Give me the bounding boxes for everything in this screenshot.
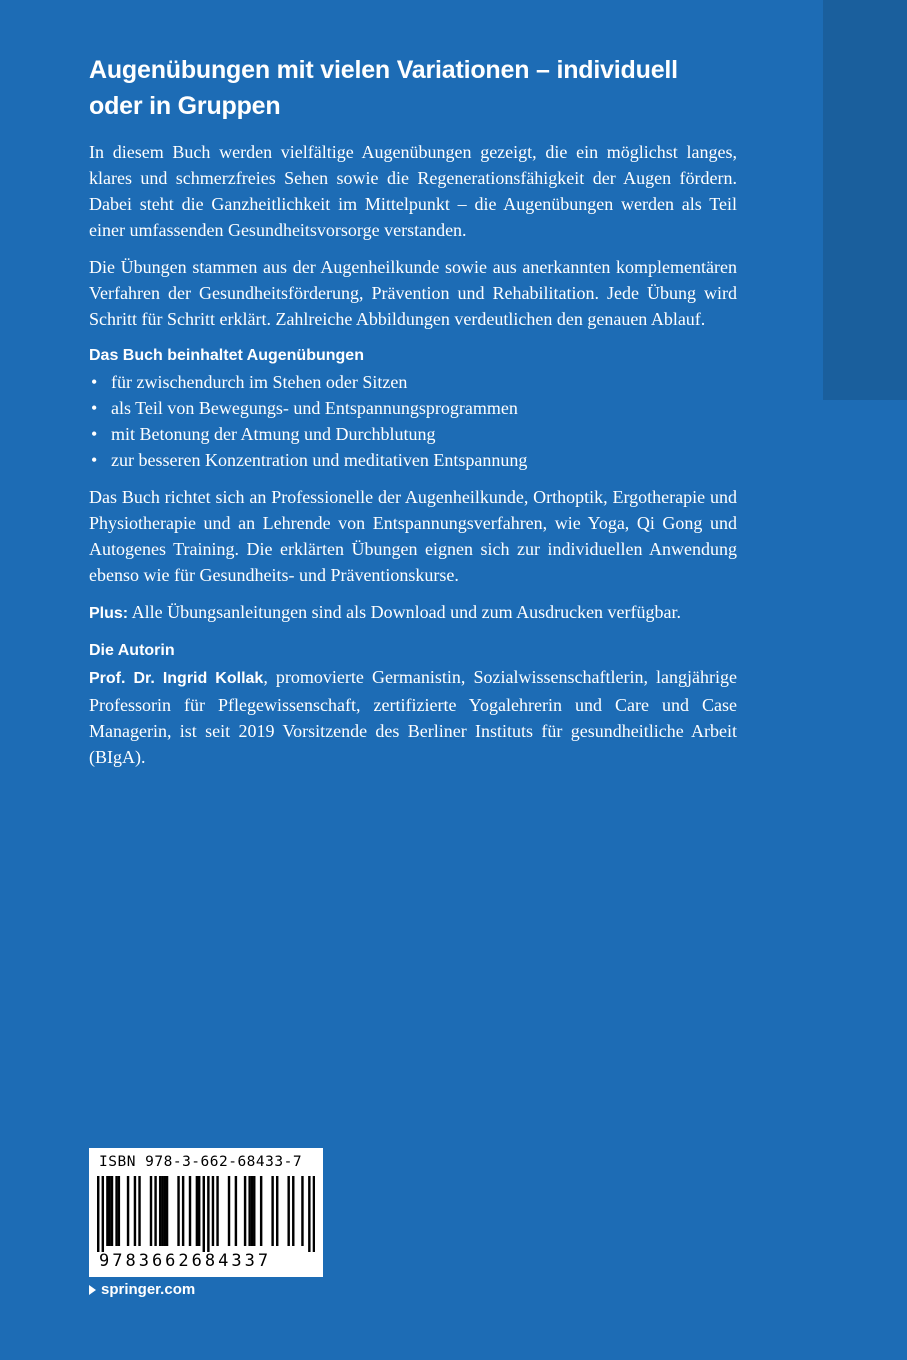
barcode-bar xyxy=(154,1176,156,1246)
audience-paragraph: Das Buch richtet sich an Professionelle der Augenheilkunde, Orthoptik, Ergotherapie und Physiotherapie und an Lehrende von Entspannungsverfahren, wie Yoga, Qi Gong und Autogenes Training. Die erklärten Übungen eignen sich zur individuellen Anwendung ebenso wie für Gesundheits- und Präventionskurse. xyxy=(89,487,737,585)
barcode-bar xyxy=(216,1176,218,1246)
contents-title: Das Buch beinhaltet Augenübungen xyxy=(89,347,364,364)
bullet-icon: • xyxy=(91,372,98,392)
barcode-bar xyxy=(196,1176,198,1246)
isbn-label: ISBN 978-3-662-68433-7 xyxy=(99,1154,303,1170)
barcode-bar xyxy=(248,1176,250,1246)
barcode-bar xyxy=(106,1176,108,1246)
barcode-bar xyxy=(276,1176,278,1246)
barcode-bar xyxy=(108,1176,110,1246)
barcode-bar xyxy=(138,1176,140,1246)
contents-list xyxy=(89,369,737,473)
bullet-icon: • xyxy=(91,450,98,470)
spine-band xyxy=(823,0,907,400)
barcode-bar xyxy=(212,1176,214,1246)
list-item: • mit Betonung der Atmung und Durchblutung xyxy=(89,421,737,447)
methods-paragraph: Die Übungen stammen aus der Augenheilkunde sowie aus anerkannten komplementären Verfahren der Gesundheitsförderung, Prävention und Rehabilitation. Jede Übung wird Schritt für Schritt erklärt. Zahlreiche Abbildungen verdeutlichen den genauen Ablauf. xyxy=(89,257,737,329)
barcode-bar xyxy=(244,1176,246,1246)
barcode-bar xyxy=(313,1176,315,1252)
barcode-bar xyxy=(301,1176,303,1246)
barcode-bar xyxy=(166,1176,168,1246)
barcode-bars xyxy=(97,1176,315,1252)
author-bio-text: , promovierte Germanistin, Sozialwissenschaftlerin, langjährige Professorin für Pflegewissenschaft, zertifizierte Yogalehrerin und Care und Case Managerin, ist seit 2019 Vorsitzende des Berliner Instituts für gesundheitliche Arbeit (BIgA). xyxy=(89,667,737,767)
barcode-bar xyxy=(177,1176,179,1246)
barcode-bar xyxy=(203,1176,205,1252)
plus-text: Alle Übungsanleitungen sind als Download und zum Ausdrucken verfügbar. xyxy=(128,602,682,622)
barcode-digits: 9783662684337 xyxy=(99,1251,272,1271)
cover-heading: Augenübungen mit vielen Variationen – individuell oder in Gruppen xyxy=(89,56,678,120)
barcode-bar xyxy=(161,1176,163,1246)
publisher-link[interactable] xyxy=(89,1281,195,1298)
barcode-bar xyxy=(134,1176,136,1246)
barcode-bar xyxy=(287,1176,289,1246)
arrow-right-icon xyxy=(89,1285,96,1295)
bullet-icon: • xyxy=(91,398,98,418)
intro-paragraph: In diesem Buch werden vielfältige Augenübungen gezeigt, die ein möglichst langes, klares und schmerzfreies Sehen sowie die Regenerationsfähigkeit der Augen fördern. Dabei steht die Ganzheitlichkeit im Mittelpunkt – die Augenübungen werden als Teil einer umfassenden Gesundheitsvorsorge verstanden. xyxy=(89,142,737,240)
barcode-bar xyxy=(292,1176,294,1246)
barcode-bar xyxy=(115,1176,117,1246)
barcode-bar xyxy=(228,1176,230,1246)
barcode-bar xyxy=(198,1176,200,1246)
barcode-bar xyxy=(127,1176,129,1246)
list-item: • zur besseren Konzentration und meditativen Entspannung xyxy=(89,447,737,473)
list-item: • als Teil von Bewegungs- und Entspannungsprogrammen xyxy=(89,395,737,421)
barcode-bar xyxy=(164,1176,166,1246)
barcode-bar xyxy=(111,1176,113,1246)
barcode-bar xyxy=(253,1176,255,1246)
barcode-bar xyxy=(150,1176,152,1246)
barcode-bar xyxy=(235,1176,237,1246)
publisher-url: springer.com xyxy=(101,1281,196,1298)
plus-label: Plus: xyxy=(89,605,129,622)
barcode-bar xyxy=(251,1176,253,1246)
barcode-bar xyxy=(97,1176,99,1252)
barcode-bar xyxy=(308,1176,310,1252)
author-name: Prof. Dr. Ingrid Kollak xyxy=(89,670,264,687)
barcode-bar xyxy=(189,1176,191,1246)
barcode-bar xyxy=(260,1176,262,1246)
isbn-barcode xyxy=(89,1148,323,1277)
author-title: Die Autorin xyxy=(89,642,175,659)
list-item: • für zwischendurch im Stehen oder Sitzen xyxy=(89,369,737,395)
author-bio xyxy=(89,664,737,770)
barcode-bar xyxy=(102,1176,104,1252)
barcode-bar xyxy=(207,1176,209,1252)
barcode-bar xyxy=(118,1176,120,1246)
barcode-bar xyxy=(271,1176,273,1246)
barcode-bar xyxy=(182,1176,184,1246)
bullet-icon: • xyxy=(91,424,98,444)
barcode-bar xyxy=(159,1176,161,1246)
plus-paragraph xyxy=(89,599,737,627)
back-cover-text xyxy=(89,52,737,781)
